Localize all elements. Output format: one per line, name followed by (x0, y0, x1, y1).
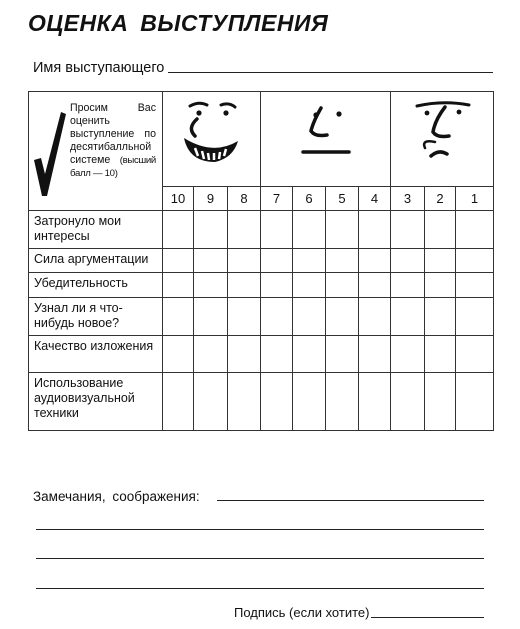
evaluation-table (28, 91, 494, 431)
score-cell[interactable] (194, 335, 228, 372)
score-cell[interactable] (391, 211, 425, 249)
remarks-line-3[interactable] (36, 558, 484, 559)
frowning-face-icon (407, 98, 477, 168)
instruction-text (70, 102, 156, 180)
instruction-main: Просим Вас оценить выступление по десятибалльной системе (70, 102, 156, 166)
criterion-label: Убедительность (29, 272, 163, 297)
score-cell[interactable] (425, 211, 456, 249)
criterion-row (29, 335, 494, 372)
score-cell[interactable] (456, 297, 494, 335)
score-cell[interactable] (326, 272, 359, 297)
score-cell[interactable] (228, 211, 261, 249)
score-cell[interactable] (391, 372, 425, 430)
score-cell[interactable] (228, 272, 261, 297)
face-cell-high (163, 92, 261, 187)
criterion-label: Узнал ли я что-нибудь новое? (29, 297, 163, 335)
score-cell[interactable] (326, 211, 359, 249)
score-cell[interactable] (228, 335, 261, 372)
remarks-line-2[interactable] (36, 529, 484, 530)
score-cell[interactable] (163, 297, 194, 335)
score-cell[interactable] (228, 249, 261, 272)
score-header-4: 4 (359, 187, 391, 211)
score-cell[interactable] (293, 372, 326, 430)
score-cell[interactable] (359, 335, 391, 372)
criterion-label: Сила аргументации (29, 249, 163, 272)
score-cell[interactable] (359, 272, 391, 297)
score-cell[interactable] (425, 249, 456, 272)
score-cell[interactable] (261, 272, 293, 297)
score-cell[interactable] (425, 272, 456, 297)
score-cell[interactable] (194, 249, 228, 272)
speaker-name-field[interactable] (168, 72, 493, 73)
score-cell[interactable] (261, 249, 293, 272)
score-cell[interactable] (425, 372, 456, 430)
score-cell[interactable] (194, 272, 228, 297)
score-cell[interactable] (163, 335, 194, 372)
score-cell[interactable] (163, 211, 194, 249)
score-header-10: 10 (163, 187, 194, 211)
criterion-row (29, 211, 494, 249)
criterion-row (29, 272, 494, 297)
score-cell[interactable] (326, 335, 359, 372)
score-cell[interactable] (359, 249, 391, 272)
score-cell[interactable] (456, 272, 494, 297)
remarks-label: Замечания, соображения: (33, 489, 200, 504)
score-cell[interactable] (261, 335, 293, 372)
score-cell[interactable] (293, 249, 326, 272)
score-cell[interactable] (261, 372, 293, 430)
criterion-label: Качество изложения (29, 335, 163, 372)
signature-field[interactable] (371, 617, 484, 618)
score-header-3: 3 (391, 187, 425, 211)
score-cell[interactable] (194, 211, 228, 249)
score-cell[interactable] (456, 211, 494, 249)
score-cell[interactable] (293, 211, 326, 249)
score-header-2: 2 (425, 187, 456, 211)
score-cell[interactable] (163, 372, 194, 430)
score-cell[interactable] (391, 335, 425, 372)
score-cell[interactable] (359, 297, 391, 335)
signature-label: Подпись (если хотите) (234, 605, 370, 620)
neutral-face-icon (291, 98, 361, 168)
criterion-row (29, 249, 494, 272)
speaker-name-label: Имя выступающего (33, 60, 165, 76)
criterion-label: Использование аудиовизуальной техники (29, 372, 163, 430)
page-title: ОЦЕНКА ВЫСТУПЛЕНИЯ (28, 10, 329, 36)
smiling-face-icon (177, 98, 247, 168)
score-cell[interactable] (359, 211, 391, 249)
instruction-note: (высший балл — 10) (70, 155, 156, 179)
score-cell[interactable] (228, 372, 261, 430)
score-cell[interactable] (293, 297, 326, 335)
score-cell[interactable] (326, 372, 359, 430)
score-cell[interactable] (391, 272, 425, 297)
score-cell[interactable] (326, 249, 359, 272)
score-header-9: 9 (194, 187, 228, 211)
score-header-7: 7 (261, 187, 293, 211)
score-cell[interactable] (425, 335, 456, 372)
score-cell[interactable] (194, 372, 228, 430)
score-cell[interactable] (359, 372, 391, 430)
score-cell[interactable] (261, 297, 293, 335)
instruction-cell (29, 92, 163, 211)
criterion-row (29, 372, 494, 430)
face-cell-mid (261, 92, 391, 187)
score-cell[interactable] (425, 297, 456, 335)
score-cell[interactable] (456, 335, 494, 372)
score-header-1: 1 (456, 187, 494, 211)
checkmark-icon (32, 106, 68, 198)
criterion-row (29, 297, 494, 335)
score-cell[interactable] (163, 249, 194, 272)
remarks-line-4[interactable] (36, 588, 484, 589)
score-header-6: 6 (293, 187, 326, 211)
criterion-label: Затронуло мои интересы (29, 211, 163, 249)
score-cell[interactable] (293, 272, 326, 297)
score-cell[interactable] (194, 297, 228, 335)
score-cell[interactable] (261, 211, 293, 249)
score-cell[interactable] (456, 249, 494, 272)
score-header-5: 5 (326, 187, 359, 211)
score-cell[interactable] (228, 297, 261, 335)
score-cell[interactable] (456, 372, 494, 430)
remarks-line-1[interactable] (217, 500, 484, 501)
score-cell[interactable] (326, 297, 359, 335)
score-cell[interactable] (293, 335, 326, 372)
score-header-8: 8 (228, 187, 261, 211)
score-cell[interactable] (163, 272, 194, 297)
score-cell[interactable] (391, 297, 425, 335)
score-cell[interactable] (391, 249, 425, 272)
face-cell-low (391, 92, 494, 187)
